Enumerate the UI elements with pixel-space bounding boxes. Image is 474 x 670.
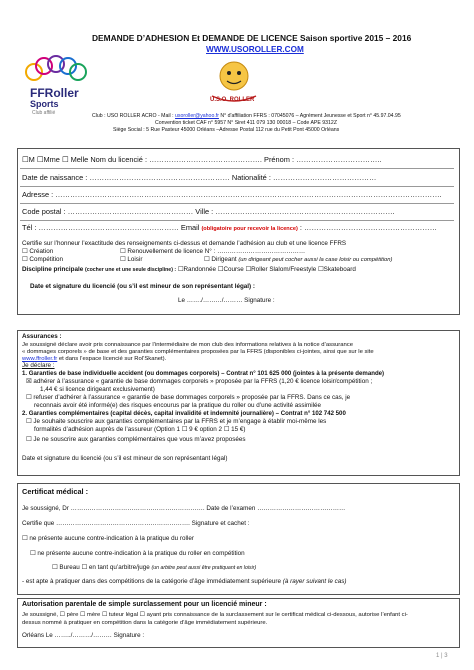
- insurance-paragraph-1: Je soussigné déclare avoir pris connaissance par l’intermédiaire de mon club des informations relatives à la notice d’assurance: [22, 342, 354, 348]
- club-info-line2: Convention ticket CAF n° 5957 N° Siret 411 079 130 00018 – Code APE 9312Z: [155, 120, 337, 126]
- medical-competition[interactable]: ☐ ne présente aucune contre-indication à la pratique du roller en compétition: [30, 550, 245, 557]
- dirigeant-checkbox[interactable]: [204, 256, 392, 264]
- insurance-item-2a[interactable]: ☐ Je souhaite souscrire aux garanties complémentaires par la FFRS et je m’engage à établir moi-même les: [26, 418, 327, 425]
- page-number: 1 | 3: [436, 653, 448, 659]
- club-info-affiliation: N° d'affiliation FFRS : 07045076 – Agrément Jeunesse et Sport n° 45.97.04.95: [218, 113, 401, 119]
- declare-label: Je déclare :: [22, 362, 55, 369]
- competition-checkbox[interactable]: ☐ Compétition: [22, 256, 63, 263]
- medical-bureau-options[interactable]: ☐ Bureau ☐ en tant qu’arbitre/juge: [52, 564, 152, 571]
- tel-label: Tél : ………………………………………………… Email: [22, 223, 202, 232]
- medical-surclassement-text: - est apte à pratiquer dans des compétitions de la catégorie d’âge immédiatement supérieure: [22, 578, 283, 585]
- email-field[interactable]: : ………………………………………………: [297, 223, 438, 232]
- ffroller-sports-text: Sports: [30, 99, 59, 109]
- ffroller-logo-text: FFRoller: [30, 86, 79, 100]
- medical-bureau-row[interactable]: [52, 564, 256, 572]
- medical-doctor-row[interactable]: Je soussigné, Dr ………………………………………………………. Date de l’examen ……………………………………: [22, 505, 346, 512]
- insurance-item-2: 2. Garanties complémentaires (capital décès, capital invalidité et indemnité journalière) – Contrat n° 102 742 500: [22, 410, 346, 417]
- insurance-item-1a[interactable]: ☒ adhérer à l’assurance « garantie de base dommages corporels » proposée par la FFRS (1,20 € licence loisir/compétition ;: [26, 378, 373, 385]
- insurance-item-1c[interactable]: ☐ refuser d’adhérer à l’assurance « garantie de base dommages corporels » proposée par la FFRS. Dans ce cas, je: [26, 394, 351, 401]
- insurance-paragraph-3-rest: et dans l’espace licencié sur Rol’Skanet).: [57, 356, 167, 362]
- medical-surclassement-row: [22, 578, 346, 586]
- medical-surclassement-note: (à rayer suivant le cas): [282, 578, 347, 585]
- medical-no-contraindication[interactable]: ☐ ne présente aucune contre-indication à la pratique du roller: [22, 535, 194, 542]
- medical-arbitre-note: (un arbitre peut aussi être pratiquant en loisir): [151, 565, 257, 571]
- ffroller-subtext: Club affilié: [32, 110, 56, 116]
- certify-text: Certifie sur l’honneur l’exactitude des renseignements ci-dessus et demande l’adhésion au club et une licence FFRS: [22, 240, 347, 247]
- ffroller-logo: [22, 54, 92, 118]
- insurance-item-1d: reconnais avoir été informé(e) des risques encourus par la pratique du roller ou d’une activité assimilée: [34, 402, 322, 409]
- insurance-item-1: 1. Garanties de base individuelle accident (ou dommages corporels) – Contrat n° 101 625 000 (jointes à la présente demande): [22, 370, 385, 377]
- parental-line-2: dessus nommé à pratiquer en compétition dans la catégorie d’âge immédiatement supérieure.: [22, 620, 268, 626]
- loisir-checkbox[interactable]: ☐ Loisir: [120, 256, 143, 263]
- postal-city-row[interactable]: Code postal : …………………………………………… Ville : ……………………………………………………………….: [22, 207, 395, 216]
- ffroller-link[interactable]: www.ffroller.fr: [22, 356, 58, 362]
- identity-signature-line[interactable]: Le ……./………/……… Signature :: [178, 297, 275, 304]
- civility-name-row[interactable]: ☐M ☐Mme ☐ Melle Nom du licencié : ………………………………………. Prénom : ……………………………..: [22, 155, 382, 164]
- discipline-options[interactable]: ☐Randonnée ☐Course ☐Roller Slalom/Freestyle ☐Skateboard: [176, 266, 356, 273]
- form-title: DEMANDE D’ADHESION Et DEMANDE DE LICENCE Saison sportive 2015 – 2016: [92, 33, 412, 43]
- parental-title: Autorisation parentale de simple surclassement pour un licencié mineur :: [22, 601, 267, 608]
- club-info-line1: [92, 113, 401, 120]
- creation-checkbox[interactable]: ☐ Création: [22, 248, 54, 255]
- insurance-item-2b[interactable]: formalités d’adhésion auprès de l’assureur (Option 1 ☐ 9 € option 2 ☐ 15 €): [34, 426, 246, 433]
- discipline-label: Discipline principale: [22, 266, 85, 273]
- discipline-row[interactable]: [22, 266, 356, 274]
- dirigeant-note: (un dirigeant peut cocher aussi la case loisir ou compétition): [238, 257, 393, 263]
- insurance-item-1b: 1,44 € si licence dirigeant exclusivement): [40, 386, 155, 393]
- insurance-signature-label: Date et signature du licencié (ou s’il est mineur de son représentant légal): [22, 455, 228, 462]
- tel-email-row[interactable]: [22, 224, 437, 233]
- dirigeant-label: ☐ Dirigeant: [204, 256, 239, 263]
- identity-signature-label: Date et signature du licencié (ou s’il est mineur de son représentant légal) :: [30, 283, 255, 290]
- birth-nationality-row[interactable]: Date de naissance : ………………………………………………… Nationalité : ……………………………………: [22, 173, 377, 182]
- medical-title: Certificat médical :: [22, 487, 89, 496]
- website-link[interactable]: WWW.USOROLLER.COM: [206, 45, 304, 54]
- insurance-paragraph-2: « dommages corporels » de base et des garanties complémentaires proposées par la FFRS (disponibles ci-jointes, ainsi que sur le site: [22, 349, 374, 355]
- email-required-note: (obligatoire pour recevoir la licence): [201, 226, 298, 232]
- parental-line-1[interactable]: Je soussigné, ☐ père ☐ mère ☐ tuteur légal ☐ ayant pris connaissance de la surclassement sur le certificat médical ci-dessous, autorise l’enfant ci-: [22, 612, 408, 618]
- address-row[interactable]: Adresse : ………………………………………………………………………………………………………………………………………….: [22, 190, 442, 199]
- parental-signature-line[interactable]: Orléans Le ……../………/……… Signature :: [22, 632, 145, 639]
- club-info-name: Club : USO ROLLER ACRO - Mail :: [92, 113, 176, 119]
- insurance-item-2c[interactable]: ☐ Je ne souscrire aux garanties complémentaires que vous m’avez proposées: [26, 436, 246, 443]
- renewal-checkbox[interactable]: ☐ Renouvellement de licence N° : ……………………………………: [120, 248, 306, 255]
- insurance-title: Assurances :: [22, 333, 62, 340]
- medical-certify-row[interactable]: Certifie que ………………………………………………………. Signature et cachet :: [22, 520, 250, 527]
- club-badge: [204, 56, 264, 108]
- discipline-note: (cocher une et une seule discipline) :: [85, 267, 177, 273]
- club-info-line3: Siège Social : 5 Rue Pasteur 45000 Orléans –Adresse Postal 112 rue du Petit Pont 45000 Orléans: [113, 127, 340, 133]
- club-badge-text: U.S.O. ROLLER: [210, 97, 255, 103]
- club-mail-link[interactable]: usoroller@yahoo.fr: [175, 113, 219, 119]
